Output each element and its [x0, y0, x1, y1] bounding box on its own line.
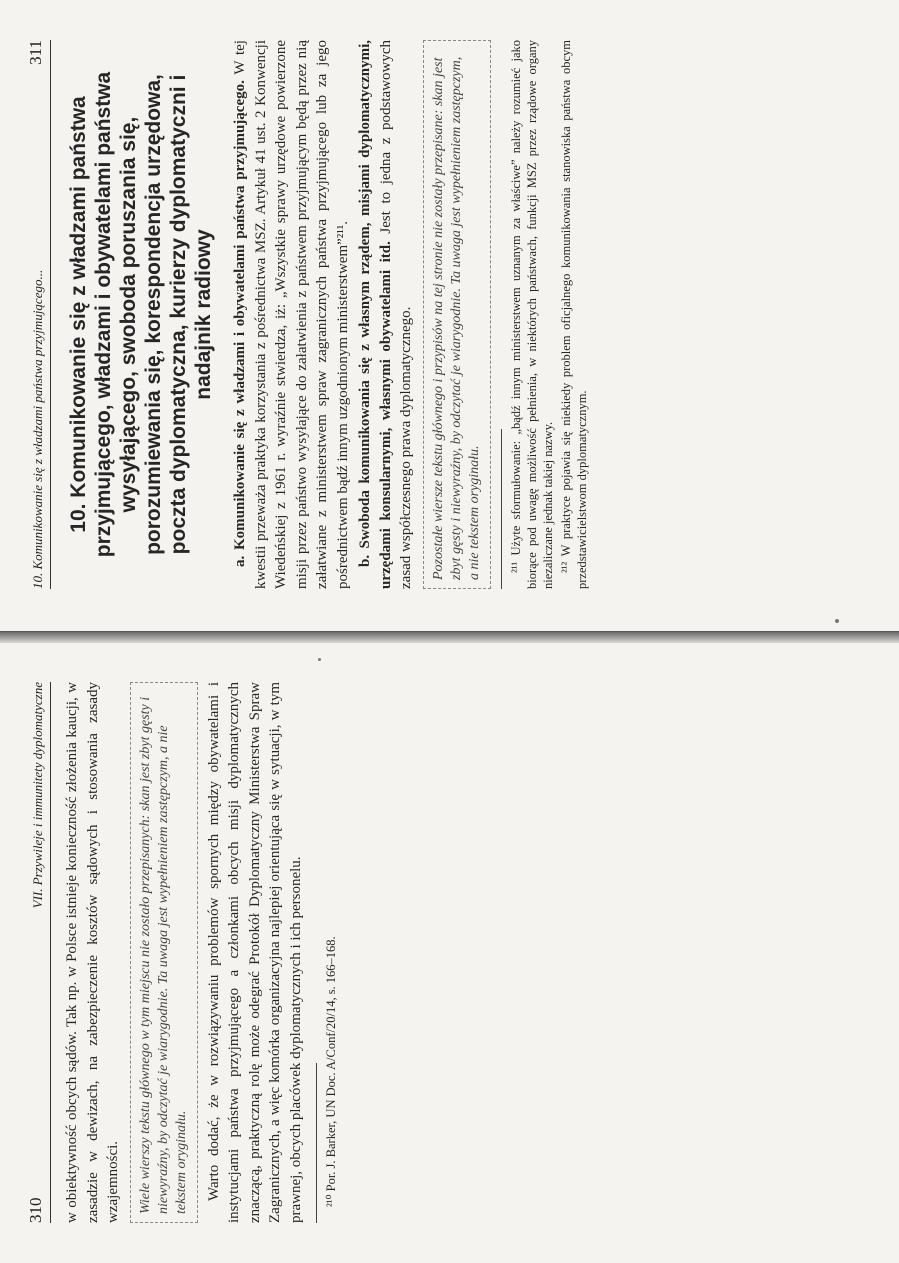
- transcription-note: Wiele wierszy tekstu głównego w tym miejscu nie zostało przepisanych: skan jest zbyt gęsty i niewyraźny, by odczytać je wiarygodnie. Ta uwaga jest wypełnieniem zastępczym, a nie tekstem oryginału.: [130, 682, 198, 1223]
- footnote-rule: [501, 429, 502, 589]
- section-text: W tej kwestii przeważa praktyka korzystania z pośrednictwa MSZ. Artykuł 41 ust. 2 Konwencji Wiedeńskiej z 1961 r. wyraźnie stwierdza, iż: „Wszystkie sprawy urzędowe powierzone misji przez państwo wysyłające do załatwienia z państwem przyjmującym będą przez nią załatwiane z ministerstwem spraw zagranicznych państwa przyjmującego lub za jego pośrednictwem bądź innym uzgodnionym ministerstwem”²¹¹.: [232, 40, 351, 589]
- footnote: ²¹⁰ Por. J. Barker, UN Doc. A/Conf/20/14, s. 166–168.: [324, 936, 338, 1207]
- body-text: [62, 40, 862, 589]
- section-text: Jest to jedna z podstawowych zasad współczesnego prawa dyplomatycznego.: [377, 40, 414, 589]
- right-page: [0, 0, 899, 631]
- section-heading: a. Komunikowanie się z władzami i obywatelami państwa przyjmującego.: [232, 80, 248, 567]
- page-number: 310: [26, 1197, 45, 1223]
- scan-speck: [835, 619, 839, 623]
- page-header: [28, 40, 51, 589]
- chapter-title: 10. Komunikowanie się z władzami państwa przyjmującego, władzami i obywatelami państwa wysyłającego, swoboda poruszania się, porozumiewania się, korespondencja urzędowa, poczta dyplomatyczna, kurierzy dyplomatyczni i nadajnik radiowy: [67, 71, 215, 558]
- paragraph: Warto dodać, że w rozwiązywaniu problemów spornych między obywatelami i instytucjami państwa przyjmującego a członkami obcych misji dyplomatycznych znaczącą, praktyczną rolę może odegrać Protokół Dyplomatyczny Ministerstwa Spraw Zagranicznych, a więc komórka organizacyjna najlepiej orientująca się w sytuacji, w tym prawnej, obcych placówek dyplomatycznych i ich personelu.: [205, 682, 304, 1223]
- transcription-note: Pozostałe wiersze tekstu głównego i przypisów na tej stronie nie zostały przepisane: skan jest zbyt gęsty i niewyraźny, by odczytać je wiarygodnie. Ta uwaga jest wypełnieniem zastępczym, a nie tekstem oryginału.: [423, 40, 491, 589]
- footnote: ²¹² W praktyce pojawia się niekiedy problem oficjalnego komunikowania stanowiska państwa obcym przedstawicielstwom dyplomatycznym.: [558, 40, 589, 589]
- section-heading: b. Swoboda komunikowania się z własnym rządem, misjami dyplomatycznymi, urzędami konsularnymi, własnymi obywatelami itd.: [357, 40, 394, 589]
- page-header: [28, 682, 51, 1223]
- footnote: ²¹¹ Użyte sformułowanie: „bądź innym ministerstwem uznanym za właściwe” należy rozumieć jako biorące pod uwagę możliwość pełnienia, w niektórych państwach, funkcji MSZ przez rządowe organy niezaliczane jednak takiej nazwy.: [508, 40, 555, 589]
- scan-speck: [318, 658, 321, 661]
- running-head: 10. Komunikowanie się z władzami państwa przyjmującego...: [30, 269, 45, 589]
- running-head: VII. Przywileje i immunitety dyplomatyczne: [30, 682, 45, 909]
- paragraph: w obiektywność obcych sądów. Tak np. w Polsce istnieje konieczność złożenia kaucji, w zasadzie w dewizach, na zabezpieczenie kosztów sądowych i stosowania zasady wzajemności.: [64, 682, 121, 1223]
- left-page: [0, 632, 899, 1263]
- body-text: [62, 682, 852, 1223]
- page-number: 311: [26, 40, 45, 65]
- footnote-rule: [316, 1063, 317, 1223]
